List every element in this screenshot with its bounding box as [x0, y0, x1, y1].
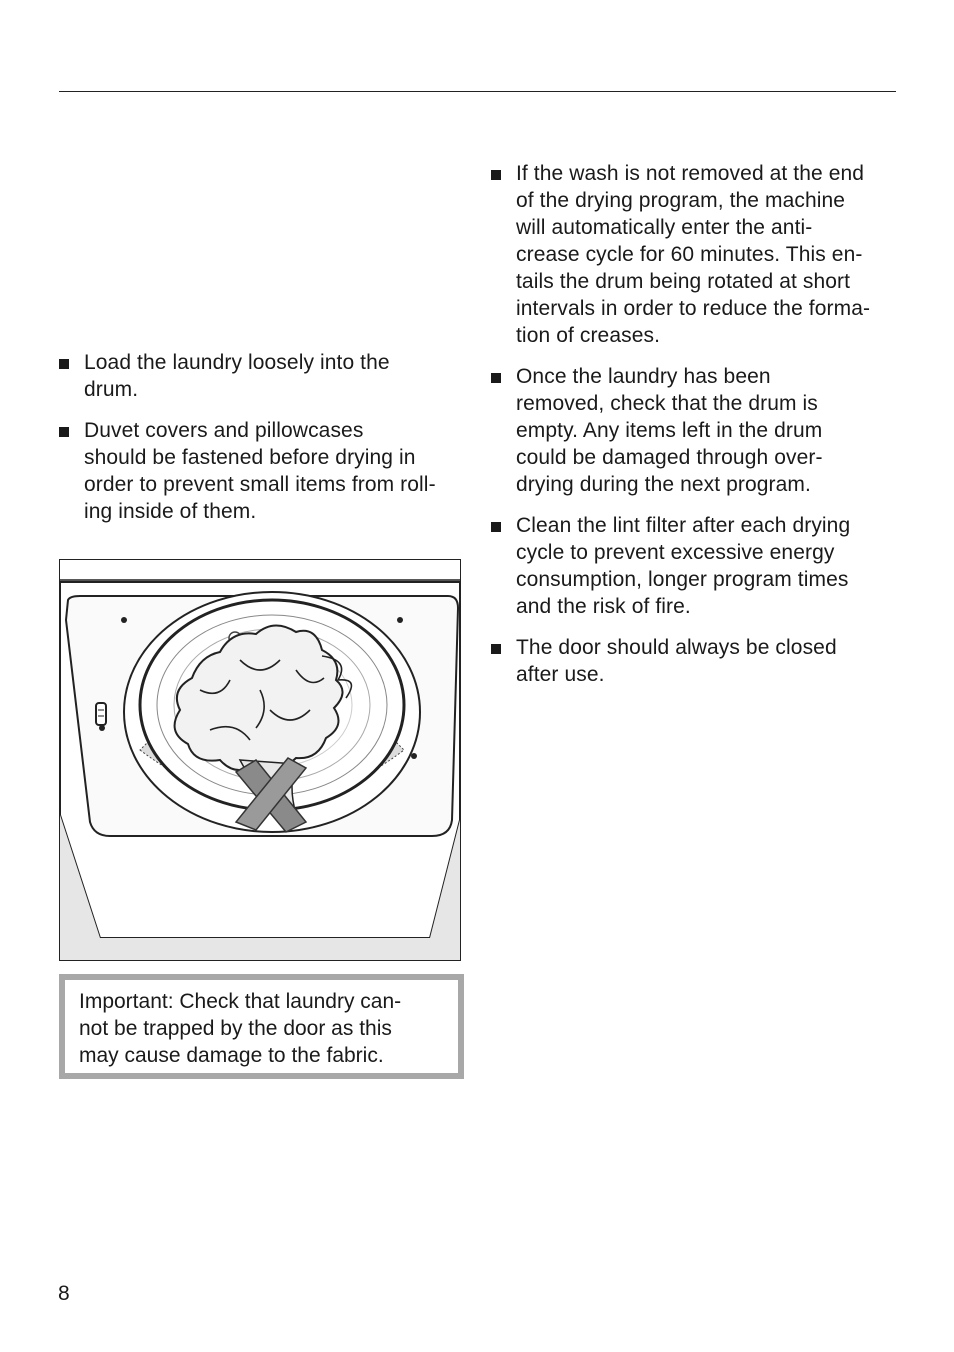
- list-item: [491, 160, 901, 349]
- list-item-text: Duvet covers and pillowcases should be fastened before drying in order to prevent small items from roll- ing inside of them.: [84, 419, 436, 523]
- important-notice: [59, 974, 464, 1079]
- left-column: [59, 349, 464, 539]
- right-column: [491, 160, 901, 702]
- square-bullet-icon: [491, 644, 501, 654]
- page-number: 8: [58, 1282, 70, 1305]
- list-item-text: Clean the lint filter after each drying cycle to prevent excessive energy consumption, longer program times and the risk of fire.: [516, 514, 851, 618]
- square-bullet-icon: [59, 427, 69, 437]
- list-item-text: Once the laundry has been removed, check that the drum is empty. Any items left in the drum could be damaged through over- drying during the next program.: [516, 365, 823, 496]
- list-item: [59, 417, 464, 525]
- list-item: [491, 512, 901, 620]
- list-item-text: Load the laundry loosely into the drum.: [84, 351, 390, 401]
- square-bullet-icon: [59, 359, 69, 369]
- square-bullet-icon: [491, 170, 501, 180]
- square-bullet-icon: [491, 522, 501, 532]
- important-notice-text: Important: Check that laundry can- not be trapped by the door as this may cause damage to the fabric.: [79, 990, 402, 1067]
- dryer-drum-illustration: [59, 559, 461, 961]
- list-item: [59, 349, 464, 403]
- header-rule: [59, 91, 896, 92]
- list-item-text: If the wash is not removed at the end of the drying program, the machine will automatically enter the anti- crease cycle for 60 minutes. This en- tails the drum being rotated at short intervals in order to reduce the forma- tion of creases.: [516, 162, 871, 347]
- square-bullet-icon: [491, 373, 501, 383]
- list-item: [491, 634, 901, 688]
- list-item-text: The door should always be closed after use.: [516, 636, 837, 686]
- list-item: [491, 363, 901, 498]
- dryer-door-icon: [60, 560, 460, 960]
